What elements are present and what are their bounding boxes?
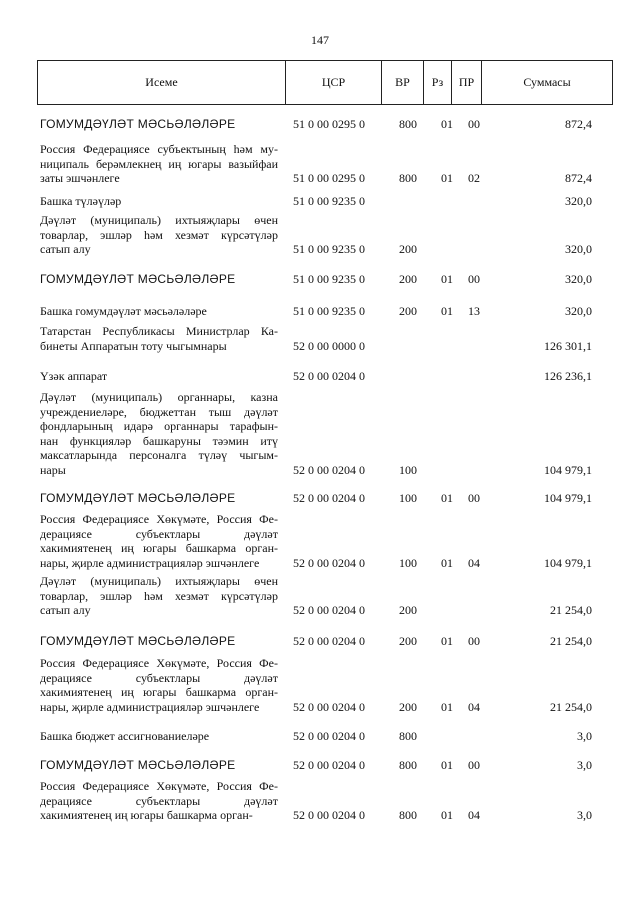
row-description xyxy=(40,390,278,477)
vr-value: 200 xyxy=(399,272,417,286)
description-line: Россия Федерациясе Хөкүмәте, Россия Фе- xyxy=(40,656,278,670)
description-line: сатып алу xyxy=(40,242,91,256)
description-line: ГОМУМДӘҮЛӘТ МӘСЬӘЛӘЛӘРЕ xyxy=(40,758,236,772)
section-heading xyxy=(40,272,278,287)
vr-value: 200 xyxy=(399,634,417,648)
vr-value: 800 xyxy=(399,758,417,772)
csr-value: 51 0 00 9235 0 xyxy=(293,194,365,208)
rz-value: 01 xyxy=(441,304,453,318)
pr-value: 04 xyxy=(468,808,480,822)
vr-value: 800 xyxy=(399,171,417,185)
row-description xyxy=(40,729,278,744)
rz-value: 01 xyxy=(441,171,453,185)
description-line: Россия Федерациясе Хөкүмәте, Россия Фе- xyxy=(40,512,278,526)
sum-value: 126 236,1 xyxy=(544,369,592,383)
description-line: Дәүләт (муниципаль) органнары, казна xyxy=(40,390,278,404)
row-description xyxy=(40,656,278,714)
description-line: хакимиятенең иң югары башкарма орган- xyxy=(40,808,253,822)
description-line: нары, җирле администрацияләр эшчәнлеге xyxy=(40,699,260,714)
row-description xyxy=(40,574,278,618)
csr-value: 51 0 00 9235 0 xyxy=(293,272,365,286)
csr-value: 52 0 00 0204 0 xyxy=(293,369,365,383)
vr-value: 800 xyxy=(399,729,417,743)
vr-value: 100 xyxy=(399,555,417,570)
rz-value: 01 xyxy=(441,117,453,131)
sum-value: 320,0 xyxy=(565,304,592,318)
vr-value: 200 xyxy=(399,699,417,714)
sum-value: 21 254,0 xyxy=(550,603,592,617)
description-line: хакимиятенең иң югары башкарма орган- xyxy=(40,541,278,555)
vr-value: 800 xyxy=(399,808,417,822)
description-line: фондларының идарә органнары тарафын- xyxy=(40,419,278,433)
pr-value: 02 xyxy=(468,171,480,185)
description-line: Башка түләүләр xyxy=(40,194,122,208)
rz-value: 01 xyxy=(441,699,453,714)
column-header-rz: Рз xyxy=(424,61,452,104)
column-header-name: Исеме xyxy=(38,61,286,104)
csr-value: 51 0 00 9235 0 xyxy=(293,242,365,256)
sum-value: 3,0 xyxy=(577,758,592,772)
description-line: товарлар, эшләр һәм хезмәт күрсәтүләр xyxy=(40,227,278,242)
description-line: максатларында персоналга түләү чыгым- xyxy=(40,448,278,462)
csr-value: 51 0 00 9235 0 xyxy=(293,304,365,318)
pr-value: 00 xyxy=(468,117,480,131)
section-heading xyxy=(40,117,278,132)
description-line: нары, җирле администрацияләр эшчәнлеге xyxy=(40,555,260,570)
section-heading xyxy=(40,758,278,773)
description-line: дерациясе субъектлары дәүләт xyxy=(40,670,278,685)
description-line: дерациясе субъектлары дәүләт xyxy=(40,793,278,808)
vr-value: 200 xyxy=(399,304,417,318)
description-line: Татарстан Республикасы Министрлар Ка- xyxy=(40,324,278,338)
description-line: дерациясе субъектлары дәүләт xyxy=(40,526,278,541)
sum-value: 21 254,0 xyxy=(550,699,592,714)
description-line: учреждениеләре, бюджеттан тыш дәүләт xyxy=(40,404,278,419)
sum-value: 104 979,1 xyxy=(544,555,592,570)
row-description xyxy=(40,324,278,353)
table-header xyxy=(37,60,613,105)
vr-value: 100 xyxy=(399,491,417,505)
pr-value: 04 xyxy=(468,699,480,714)
vr-value: 800 xyxy=(399,117,417,131)
pr-value: 00 xyxy=(468,758,480,772)
column-header-sum: Суммасы xyxy=(523,75,571,89)
sum-value: 126 301,1 xyxy=(544,338,592,353)
row-description xyxy=(40,194,278,209)
description-line: товарлар, эшләр һәм хезмәт күрсәтүләр xyxy=(40,588,278,603)
csr-value: 52 0 00 0204 0 xyxy=(293,729,365,743)
sum-value: 320,0 xyxy=(565,194,592,208)
description-line: бинеты Аппаратын тоту чыгымнары xyxy=(40,338,227,353)
vr-value: 200 xyxy=(399,242,417,256)
csr-value: 52 0 00 0204 0 xyxy=(293,555,365,570)
csr-value: 52 0 00 0000 0 xyxy=(293,338,365,353)
description-line: ниципаль берәмлекнең иң югары вазыйфаи xyxy=(40,156,278,171)
sum-value: 21 254,0 xyxy=(550,634,592,648)
description-line: ГОМУМДӘҮЛӘТ МӘСЬӘЛӘЛӘРЕ xyxy=(40,272,236,286)
row-description xyxy=(40,304,278,319)
vr-value: 200 xyxy=(399,603,417,617)
row-description xyxy=(40,779,278,823)
column-header-csr: ЦСР xyxy=(286,61,382,104)
description-line: Дәүләт (муниципаль) ихтыяҗлары өчен xyxy=(40,574,278,588)
vr-value: 100 xyxy=(399,462,417,477)
sum-value: 872,4 xyxy=(565,117,592,131)
page-number: 147 xyxy=(311,33,329,47)
csr-value: 52 0 00 0204 0 xyxy=(293,634,365,648)
rz-value: 01 xyxy=(441,491,453,505)
description-line: Башка гомумдәүләт мәсьәләләре xyxy=(40,304,207,318)
description-line: Россия Федерациясе субъектының һәм му- xyxy=(40,142,278,156)
description-line: ГОМУМДӘҮЛӘТ МӘСЬӘЛӘЛӘРЕ xyxy=(40,634,236,648)
sum-value: 320,0 xyxy=(565,272,592,286)
section-heading xyxy=(40,634,278,649)
row-description xyxy=(40,512,278,570)
pr-value: 13 xyxy=(468,304,480,318)
description-line: ГОМУМДӘҮЛӘТ МӘСЬӘЛӘЛӘРЕ xyxy=(40,491,236,505)
sum-value: 104 979,1 xyxy=(544,491,592,505)
csr-value: 52 0 00 0204 0 xyxy=(293,603,365,617)
csr-value: 52 0 00 0204 0 xyxy=(293,462,365,477)
csr-value: 51 0 00 0295 0 xyxy=(293,117,365,131)
rz-value: 01 xyxy=(441,808,453,822)
sum-value: 3,0 xyxy=(577,729,592,743)
description-line: нары xyxy=(40,462,66,477)
row-description xyxy=(40,142,278,186)
description-line: Башка бюджет ассигнованиеләре xyxy=(40,729,210,743)
description-line: сатып алу xyxy=(40,603,91,617)
sum-value: 3,0 xyxy=(577,808,592,822)
rz-value: 01 xyxy=(441,555,453,570)
pr-value: 00 xyxy=(468,634,480,648)
description-line: нан функцияләр башкаруны тәэмин итү xyxy=(40,433,278,448)
sum-value: 872,4 xyxy=(565,171,592,185)
column-header-pr: ПР xyxy=(452,61,482,104)
pr-value: 00 xyxy=(468,272,480,286)
description-line: Үзәк аппарат xyxy=(40,369,108,383)
csr-value: 52 0 00 0204 0 xyxy=(293,758,365,772)
rz-value: 01 xyxy=(441,272,453,286)
row-description xyxy=(40,369,278,384)
description-line: Дәүләт (муниципаль) ихтыяҗлары өчен xyxy=(40,213,278,227)
description-line: ГОМУМДӘҮЛӘТ МӘСЬӘЛӘЛӘРЕ xyxy=(40,117,236,131)
rz-value: 01 xyxy=(441,758,453,772)
rz-value: 01 xyxy=(441,634,453,648)
sum-value: 320,0 xyxy=(565,242,592,256)
pr-value: 04 xyxy=(468,555,480,570)
csr-value: 52 0 00 0204 0 xyxy=(293,808,365,822)
description-line: заты эшчәнлеге xyxy=(40,171,120,185)
description-line: Россия Федерациясе Хөкүмәте, Россия Фе- xyxy=(40,779,278,793)
csr-value: 52 0 00 0204 0 xyxy=(293,491,365,505)
pr-value: 00 xyxy=(468,491,480,505)
section-heading xyxy=(40,491,278,506)
description-line: хакимиятенең иң югары башкарма орган- xyxy=(40,685,278,699)
sum-value: 104 979,1 xyxy=(544,462,592,477)
column-header-vr: ВР xyxy=(382,61,424,104)
row-description xyxy=(40,213,278,257)
csr-value: 51 0 00 0295 0 xyxy=(293,171,365,185)
csr-value: 52 0 00 0204 0 xyxy=(293,699,365,714)
